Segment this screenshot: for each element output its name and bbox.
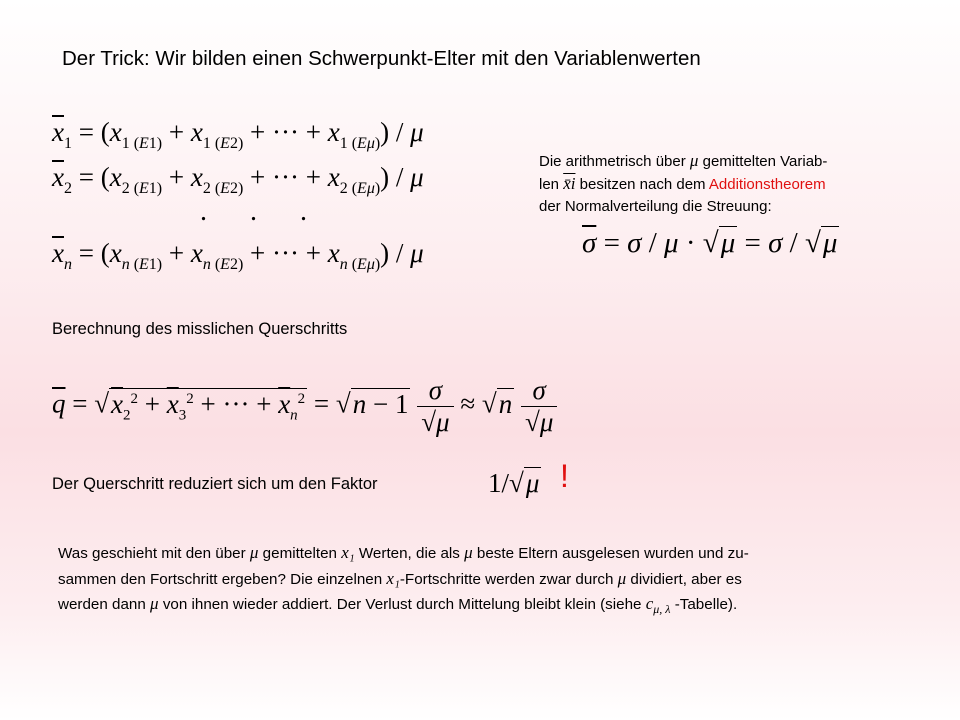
q-formula: $\overline{q} = √x_2^2 + \overline{x}_3^2$ + ··· + $\overline{x}_n^2 = √n - 1$ $\frac{\sigma}{√\mu}$ ≈ √n $\frac{\sigma}{√\mu}$ (52, 375, 557, 438)
factor-formula: 1/√μ (488, 468, 540, 498)
equation-x1-mean: $\overline{x}_1 = (x_{1 (E1)} + x_{1 (E2)}$ + ··· + $x_{1 (E\mu)}$) / μ (52, 117, 424, 152)
explanation-paragraph: Was geschieht mit den über μ gemittelten x₁ Werten, die als μ beste Eltern ausgelesen wurden und zu- sammen den Fortschritt ergeben? Die einzelnen x₁-Fortschritte werden zwar durch μ dividiert, aber es werden dann μ von ihnen wieder addiert. Der Verlust durch Mittelung bleibt klein (siehe $c_{\mu, \lambda}$ -Tabelle). (58, 543, 749, 617)
exclamation-mark: ! (560, 458, 569, 494)
side-note: Die arithmetrisch über μ gemittelten Variab- len x̄i besitzen nach dem Additionstheorem der Normalverteilung die Streuung: (539, 151, 828, 215)
factor-text: Der Querschritt reduziert sich um den Faktor (52, 475, 378, 493)
equation-x2-mean: $\overline{x}_2 = (x_{2 (E1)} + x_{2 (E2)}$ + ··· + $x_{2 (E\mu)}$) / μ (52, 162, 424, 197)
mu-symbol: μ (689, 151, 699, 170)
xi-symbol: x̄i (563, 174, 576, 193)
c-mu-lambda-symbol: c (645, 594, 654, 613)
sigma-formula: $\overline{\sigma} = \sigma / \mu \cdot √\mu = \sigma / √\mu$ (582, 227, 838, 259)
section-heading: Berechnung des misslichen Querschritts (52, 320, 348, 338)
slide-title: Der Trick: Wir bilden einen Schwerpunkt-Elter mit den Variablenwerten (62, 47, 701, 70)
equation-ellipsis: . . . (200, 196, 325, 227)
additionstheorem-highlight: Additionstheorem (708, 176, 826, 193)
equation-xn-mean: $\overline{x}_n = (x_{n (E1)} + x_{n (E2)}$ + ··· + $x_{n (E\mu)}$) / μ (52, 238, 424, 273)
